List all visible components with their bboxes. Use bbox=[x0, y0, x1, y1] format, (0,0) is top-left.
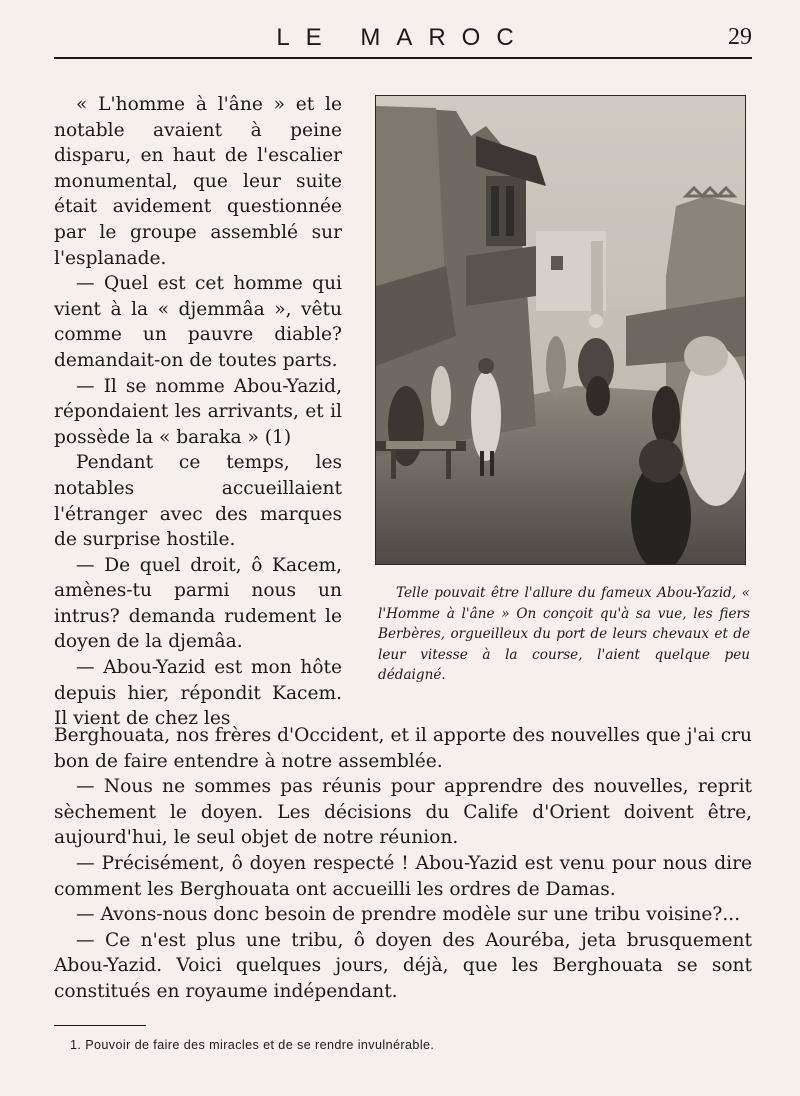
paragraph: « L'homme à l'âne » et le notable avaient à peine disparu, en haut de l'escalier monumental, que leur suite était avidement questionnée par le groupe assemblé sur l'esplanade. bbox=[54, 94, 342, 269]
caption-text: Telle pouvait être l'allure du fameux Abou-Yazid, « l'Homme à l'âne » On conçoit qu'à sa vue, les fiers Berbères, orgueilleux du port de leurs chevaux et de leur vitesse à la course, l'aient quelque peu dédaigné. bbox=[378, 585, 750, 683]
paragraph: — Précisément, ô doyen respecté ! Abou-Yazid est venu pour nous dire comment les Berghouata ont accueilli les ordres de Damas. bbox=[54, 852, 752, 900]
running-header bbox=[54, 22, 752, 58]
header-rule bbox=[54, 57, 752, 59]
paragraph-continuation: Berghouata, nos frères d'Occident, et il apporte des nouvelles que j'ai cru bon de faire entendre à notre assemblée. bbox=[54, 725, 752, 772]
street-scene-photo bbox=[375, 95, 746, 565]
page-number: 29 bbox=[728, 24, 752, 50]
paragraph: Pendant ce temps, les notables accueillaient l'étranger avec des marques de surprise hostile. bbox=[54, 452, 342, 551]
photo-caption bbox=[378, 583, 750, 686]
footnote-rule bbox=[54, 1025, 146, 1026]
paragraph: — Avons-nous donc besoin de prendre modèle sur une tribu voisine?... bbox=[76, 904, 741, 926]
paragraph: — Quel est cet homme qui vient à la « djemmâa », vêtu comme un pauvre diable? demandait-on de toutes parts. bbox=[54, 273, 342, 371]
full-width-text bbox=[54, 723, 752, 1005]
footnote: 1. Pouvoir de faire des miracles et de se rendre invulnérable. bbox=[70, 1038, 435, 1052]
paragraph: — Il se nomme Abou-Yazid, répondaient les arrivants, et il possède la « baraka » (1) bbox=[54, 375, 342, 448]
paragraph: — Nous ne sommes pas réunis pour apprendre des nouvelles, reprit sèchement le doyen. Les décisions du Calife d'Orient doivent être, aujourd'hui, le seul objet de notre réunion. bbox=[54, 776, 752, 849]
running-title: LE MAROC bbox=[276, 24, 530, 51]
paragraph: — Abou-Yazid est mon hôte depuis hier, répondit Kacem. Il vient de chez les bbox=[54, 657, 342, 730]
paragraph: — De quel droit, ô Kacem, amènes-tu parmi nous un intrus? demanda rudement le doyen de la djemâa. bbox=[54, 554, 342, 653]
paragraph: — Ce n'est plus une tribu, ô doyen des Aouréba, jeta brusquement Abou-Yazid. Voici quelques jours, déjà, que les Berghouata se sont constitués en royaume indépendant. bbox=[54, 929, 752, 1002]
left-column-text bbox=[54, 92, 342, 732]
